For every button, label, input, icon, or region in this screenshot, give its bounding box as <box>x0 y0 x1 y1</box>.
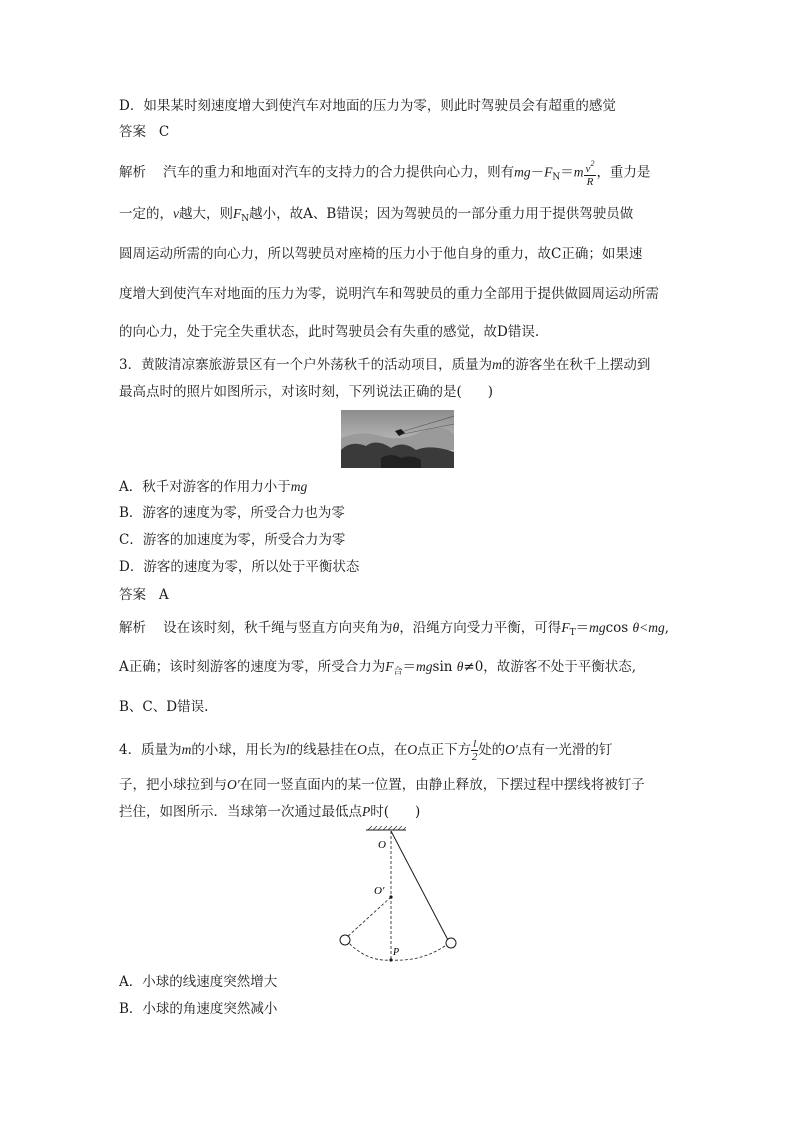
var-o-prime: O′ <box>505 742 518 757</box>
analysis-text: 设在该时刻，秋千绳与竖直方向夹角为 <box>163 620 393 636</box>
ball-left <box>340 935 350 945</box>
stem-text: ) <box>487 384 494 400</box>
q2-analysis-line-3: 圆周运动所需的向心力，所以驾驶员对座椅的压力小于他自身的重力，故C正确；如果速 <box>119 246 643 262</box>
q2-option-d: D．如果某时刻速度增大到使汽车对地面的压力为零，则此时驾驶员会有超重的感觉 <box>119 98 616 114</box>
analysis-label: 解析 <box>119 164 146 181</box>
stem-text: 点，在 <box>366 742 408 758</box>
frac-num: l <box>473 738 477 750</box>
frac-den: 2 <box>471 751 478 763</box>
eq-mg: mg <box>514 164 531 180</box>
stem-text: 最高点时的照片如图所示，对该时刻，下列说法正确的是( <box>119 384 462 400</box>
var-o: O <box>407 742 418 757</box>
q2-analysis-line-4: 度增大到使汽车对地面的压力为零，说明汽车和驾驶员的重力全部用于提供做圆周运动所需 <box>119 286 659 302</box>
var-f: F <box>561 620 570 635</box>
q4-stem-line-1 <box>119 738 612 763</box>
analysis-text: A正确；该时刻游客的速度为零，所受合力为 <box>119 659 386 675</box>
analysis-text: ，沿绳方向受力平衡，可得 <box>399 620 562 636</box>
fn-cos: cos <box>605 620 633 636</box>
answer-value: C <box>158 124 170 140</box>
var-theta: θ <box>632 620 640 635</box>
eq-num-sup: 2 <box>590 159 595 168</box>
q3-analysis-line-1 <box>119 618 669 643</box>
stem-text: 的小球，用长为 <box>191 742 286 758</box>
q3-analysis-line-2 <box>119 657 636 682</box>
eq-f: F <box>544 164 553 180</box>
analysis-text: ≠0，故游客不处于平衡状态, <box>463 659 637 675</box>
answer-value: A <box>158 587 169 603</box>
var-o-prime: O′ <box>227 777 240 792</box>
analysis-text: 一定的， <box>119 206 173 222</box>
q3-option-b: B．游客的速度为零，所受合力也为零 <box>119 505 345 521</box>
stem-text: 点有一光滑的钉 <box>517 742 613 758</box>
q2-analysis-line-5: 的向心力，处于完全失重状态，此时驾驶员会有失重的感觉，故D错误. <box>119 324 540 340</box>
var-l: l <box>285 742 290 757</box>
var-sub-n: N <box>241 214 250 224</box>
q4-option-a: A．小球的线速度突然增大 <box>119 974 278 990</box>
var-mg: mg <box>290 479 308 494</box>
stem-text: 处的 <box>478 742 506 758</box>
label-p: P <box>393 947 400 958</box>
label-o-prime: O′ <box>374 885 385 897</box>
var-o: O <box>357 742 367 757</box>
analysis-text: , <box>664 620 670 636</box>
eq-equals: ＝ <box>560 164 574 181</box>
q4-stem-line-2 <box>119 775 645 795</box>
analysis-label: 解析 <box>119 620 146 636</box>
var-f: F <box>385 659 394 674</box>
eq-equals: ＝ <box>402 659 417 675</box>
stem-text: 4．质量为 <box>119 742 182 758</box>
q3-analysis-line-3: B、C、D错误. <box>119 699 209 715</box>
string <box>391 831 449 942</box>
stem-text: 子，把小球拉到与 <box>119 777 227 793</box>
q3-stem-line-2 <box>119 382 493 402</box>
var-theta: θ <box>392 620 400 635</box>
eq-fraction <box>584 158 597 188</box>
answer-label: 答案 <box>119 124 146 140</box>
eq-m: m <box>573 164 584 180</box>
ball-right <box>446 938 456 948</box>
option-text: A．秋千对游客的作用力小于 <box>119 479 291 495</box>
var-sub-t: T <box>569 628 576 638</box>
ceiling <box>366 826 406 830</box>
pendulum-diagram <box>336 800 462 965</box>
q3-answer <box>119 585 169 605</box>
var-sub-he: 合 <box>393 667 403 677</box>
q2-answer <box>119 122 169 142</box>
stem-text: 点正下方 <box>417 742 472 758</box>
eq-minus: － <box>530 164 545 181</box>
stem-text: 拦住，如图所示．当球第一次通过最低点 <box>119 804 362 820</box>
q4-option-b: B．小球的角速度突然减小 <box>119 1001 278 1017</box>
stem-text: 时( <box>370 804 390 820</box>
eq-den-r: R <box>586 176 594 188</box>
var-m: m <box>492 357 502 372</box>
analysis-text: 汽车的重力和地面对汽车的支持力的合力提供向心力，则有 <box>163 164 515 181</box>
eq-sub-n: N <box>552 172 561 183</box>
stem-text: 的游客坐在秋千上摆动到 <box>501 357 651 373</box>
analysis-text: 越小，故A、B错误；因为驾驶员的一部分重力用于提供驾驶员做 <box>249 206 634 222</box>
fn-sin: sin <box>432 659 457 675</box>
answer-label: 答案 <box>119 587 146 603</box>
q3-option-d: D．游客的速度为零，所以处于平衡状态 <box>119 559 360 575</box>
q3-option-a <box>119 477 307 497</box>
eq-equals: ＝ <box>575 620 590 636</box>
left-dashed-string <box>346 897 391 938</box>
analysis-text: 越大，则 <box>179 206 233 222</box>
var-v: v <box>173 206 179 221</box>
var-mg: mg <box>416 659 433 674</box>
stem-text: 的线悬挂在 <box>289 742 358 758</box>
stem-text: 在同一竖直面内的某一位置，由静止释放，下摆过程中摆线将被钉子 <box>239 777 645 793</box>
stem-text: ) <box>415 804 421 820</box>
var-f: F <box>233 206 242 221</box>
q3-option-c: C．游客的加速度为零，所受合力为零 <box>119 532 346 548</box>
var-mg: mg <box>589 620 606 635</box>
swing-photo <box>341 410 454 468</box>
var-p: P <box>362 804 371 819</box>
stem-text: 3．黄陂清凉寨旅游景区有一个户外荡秋千的活动项目，质量为 <box>119 357 493 373</box>
var-theta: θ <box>456 659 464 674</box>
lowest-point-dot <box>389 958 392 961</box>
analysis-text: ，重力是 <box>596 164 651 181</box>
q2-analysis-line-1 <box>119 158 650 188</box>
q3-stem-line-1 <box>119 355 650 375</box>
q2-analysis-line-2 <box>119 204 633 229</box>
label-o: O <box>378 839 386 851</box>
var-lt-mg: <mg <box>639 620 665 635</box>
nail-dot <box>389 895 392 898</box>
eq-num-v: v <box>585 163 591 175</box>
var-m: m <box>181 742 192 757</box>
